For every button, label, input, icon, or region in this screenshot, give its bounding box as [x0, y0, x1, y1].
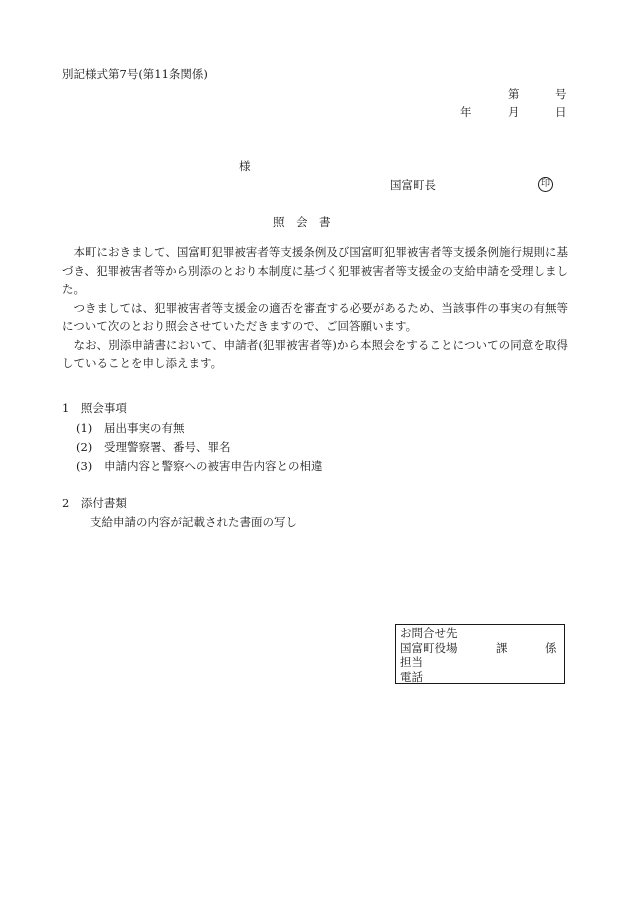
section2-text: 支給申請の内容が記載された書面の写し: [90, 515, 297, 529]
contact-office: 国富町役場: [400, 640, 458, 655]
seal-mark: 印: [538, 177, 553, 192]
contact-office-row: [400, 641, 560, 656]
doc-number-go: 号: [555, 87, 567, 101]
section1-item-num: (3): [76, 459, 93, 473]
body-paragraph-1: 本町におきまして、国富町犯罪被害者等支援条例及び国富町犯罪被害者等支援条例施行規則に基づき、犯罪被害者等から別添のとおり本制度に基づく犯罪被害者等支援金の支給申請を受理しました。: [62, 245, 568, 296]
document-title: 照 会 書: [273, 215, 331, 229]
doc-number-dai: 第: [508, 87, 520, 101]
section1-item-text: 受理警察署、番号、罪名: [104, 440, 231, 454]
contact-kakari: 係: [545, 640, 557, 655]
body-text: [62, 243, 568, 373]
section1-heading: 1 照会事項: [62, 401, 127, 415]
addressee-sama: 様: [239, 159, 251, 173]
section1-item-num: (2): [76, 440, 93, 454]
section1-item-num: (1): [76, 421, 93, 435]
section1-item-text: 申請内容と警察への被害申告内容との相違: [104, 459, 323, 473]
sender-title: 国富町長: [390, 178, 436, 192]
contact-heading: お問合せ先: [400, 626, 458, 640]
contact-ka: 課: [496, 640, 508, 655]
contact-box: [395, 624, 565, 684]
date-day: 日: [555, 105, 567, 119]
body-paragraph-2: つきましては、犯罪被害者等支援金の適否を審査する必要があるため、当該事件の事実の有無等について次のとおり照会させていただきますので、ご回答願います。: [62, 300, 568, 333]
section2-heading: 2 添付書類: [62, 496, 127, 510]
contact-tel: 電話: [400, 669, 423, 684]
section1-item-text: 届出事実の有無: [104, 421, 185, 435]
body-paragraph-3: なお、別添申請書において、申請者(犯罪被害者等)から本照会をすることについての同意を取得していることを申し添えます。: [62, 337, 568, 370]
contact-tanto: 担当: [400, 655, 423, 669]
date-year: 年: [460, 105, 472, 119]
form-label: 別記様式第7号(第11条関係): [62, 67, 208, 81]
date-month: 月: [508, 105, 520, 119]
